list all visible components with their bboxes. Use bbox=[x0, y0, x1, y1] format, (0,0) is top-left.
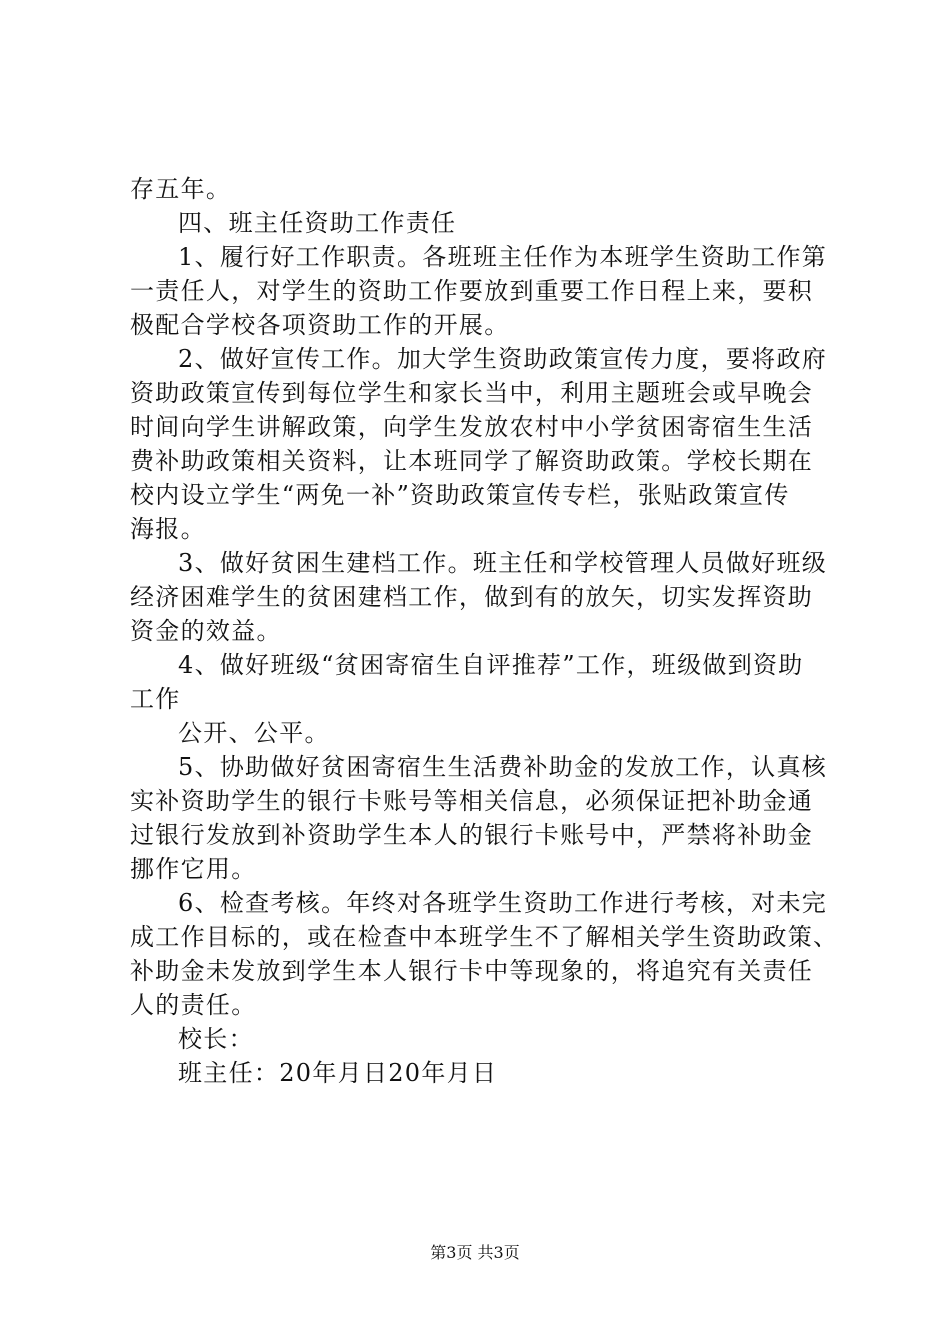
text-line: 班主任：20年月日20年月日 bbox=[178, 1059, 498, 1087]
page-footer: 第3页 共3页 bbox=[430, 1243, 520, 1262]
text-line: 3、做好贫困生建档工作。班主任和学校管理人员做好班级 bbox=[178, 549, 828, 577]
text-line: 2、做好宣传工作。加大学生资助政策宣传力度，要将政府 bbox=[178, 345, 828, 373]
text-line: 公开、公平。 bbox=[178, 719, 330, 747]
text-line: 费补助政策相关资料，让本班同学了解资助政策。学校长期在 bbox=[130, 447, 814, 475]
text-line: 成工作目标的，或在检查中本班学生不了解相关学生资助政策、 bbox=[130, 923, 839, 951]
text-line: 过银行发放到补资助学生本人的银行卡账号中，严禁将补助金 bbox=[130, 821, 814, 849]
text-line: 校长： bbox=[178, 1025, 254, 1053]
text-line: 实补资助学生的银行卡账号等相关信息，必须保证把补助金通 bbox=[130, 787, 814, 815]
text-line: 资金的效益。 bbox=[130, 617, 282, 645]
text-line: 经济困难学生的贫困建档工作，做到有的放矢，切实发挥资助 bbox=[130, 583, 814, 611]
text-line: 资助政策宣传到每位学生和家长当中，利用主题班会或早晚会 bbox=[130, 379, 814, 407]
text-line: 校内设立学生“两免一补”资助政策宣传专栏，张贴政策宣传 bbox=[130, 481, 790, 509]
text-line: 补助金未发放到学生本人银行卡中等现象的，将追究有关责任 bbox=[130, 957, 814, 985]
text-line: 一责任人，对学生的资助工作要放到重要工作日程上来，要积 bbox=[130, 277, 814, 305]
text-line: 5、协助做好贫困寄宿生生活费补助金的发放工作，认真核 bbox=[178, 753, 828, 781]
text-line: 1、履行好工作职责。各班班主任作为本班学生资助工作第 bbox=[178, 243, 828, 271]
text-line: 工作 bbox=[130, 685, 181, 713]
text-line: 人的责任。 bbox=[130, 991, 257, 1019]
text-line: 存五年。 bbox=[130, 175, 232, 203]
text-line: 极配合学校各项资助工作的开展。 bbox=[130, 311, 510, 339]
text-line: 挪作它用。 bbox=[130, 855, 257, 883]
text-line: 时间向学生讲解政策，向学生发放农村中小学贫困寄宿生生活 bbox=[130, 413, 814, 441]
text-line: 4、做好班级“贫困寄宿生自评推荐”工作，班级做到资助 bbox=[178, 651, 804, 679]
text-line: 四、班主任资助工作责任 bbox=[178, 209, 457, 237]
text-line: 6、检查考核。年终对各班学生资助工作进行考核，对未完 bbox=[178, 889, 828, 917]
text-line: 海报。 bbox=[130, 515, 206, 543]
document-body bbox=[130, 172, 839, 1090]
